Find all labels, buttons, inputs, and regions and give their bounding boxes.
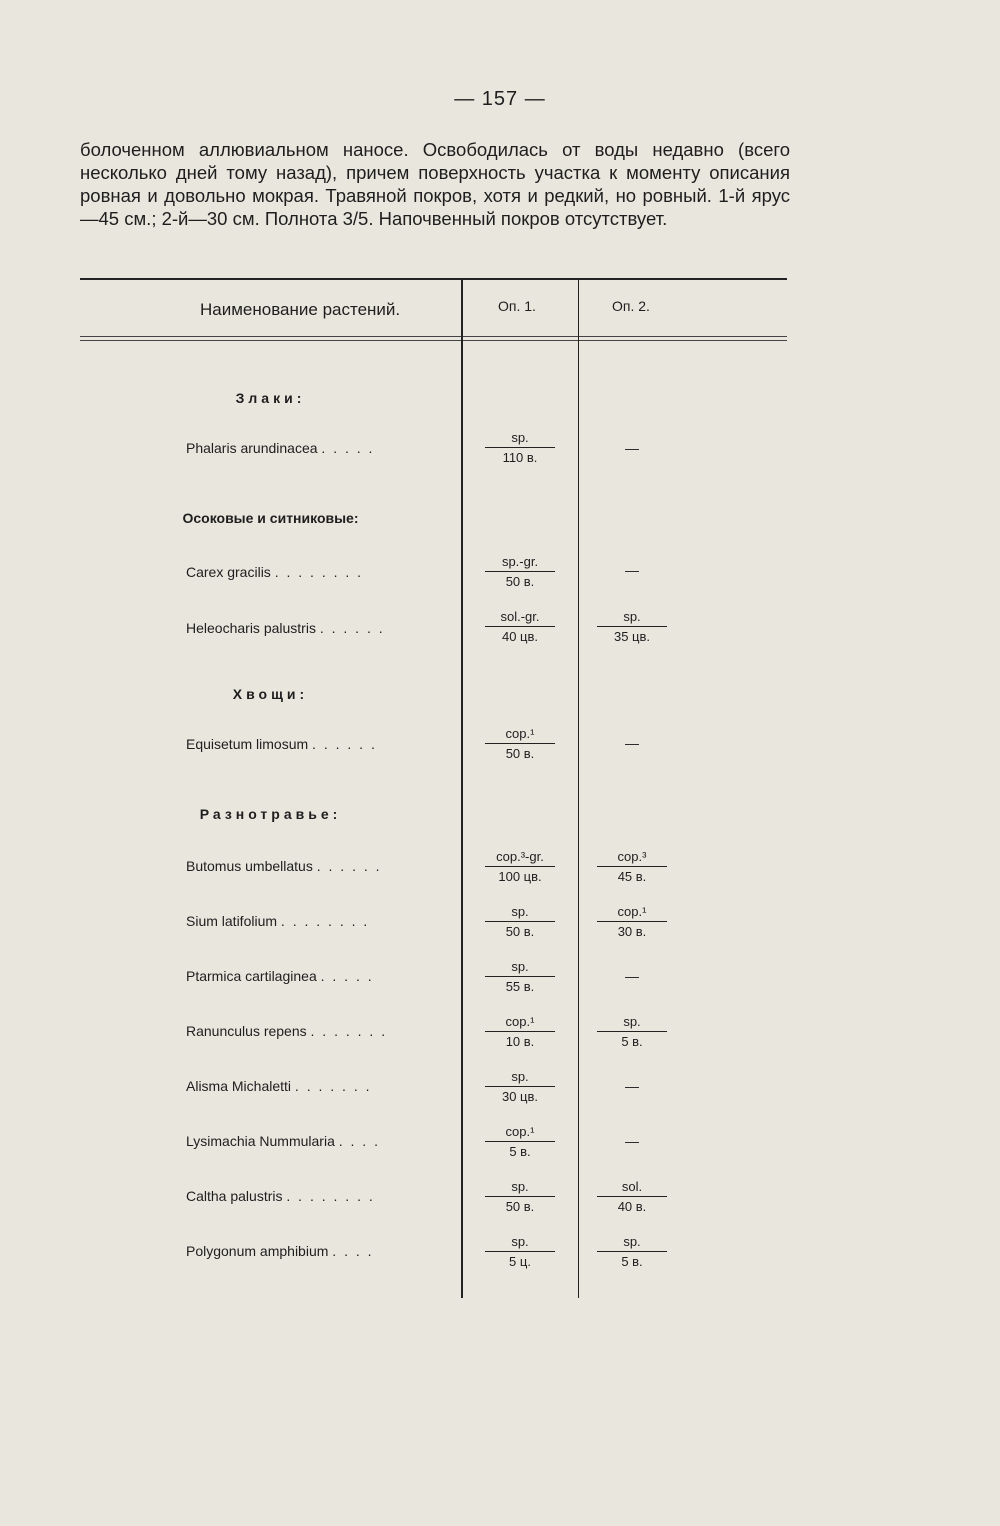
op2-dash: —	[625, 440, 639, 456]
plant-name: Equisetum limosum . . . . . .	[186, 736, 377, 752]
op1-value: sp. 50 в.	[485, 1179, 555, 1215]
table-header-rule	[80, 336, 787, 337]
op1-value: sp. 5 ц.	[485, 1234, 555, 1270]
op2-value: cop.¹ 30 в.	[597, 904, 667, 940]
plant-name: Lysimachia Nummularia . . . .	[186, 1133, 380, 1149]
section-title: Злаки:	[235, 390, 306, 406]
plants-table	[80, 278, 787, 1298]
plant-name: Heleocharis palustris . . . . . .	[186, 620, 385, 636]
header-op2: Оп. 2.	[612, 298, 650, 314]
op1-value: sp. 30 цв.	[485, 1069, 555, 1105]
op1-value: cop.¹ 50 в.	[485, 726, 555, 762]
plant-name: Butomus umbellatus . . . . . .	[186, 858, 382, 874]
table-header-rule-2	[80, 340, 787, 341]
column-divider-1	[461, 278, 463, 1298]
intro-paragraph	[80, 138, 790, 230]
plant-name: Ranunculus repens . . . . . . .	[186, 1023, 388, 1039]
plant-name: Phalaris arundinacea . . . . .	[186, 440, 375, 456]
op1-value: sp. 110 в.	[485, 430, 555, 466]
op1-value: cop.¹ 5 в.	[485, 1124, 555, 1160]
op2-dash: —	[625, 562, 639, 578]
op1-value: sp. 55 в.	[485, 959, 555, 995]
op2-dash: —	[625, 1133, 639, 1149]
op2-value: sol. 40 в.	[597, 1179, 667, 1215]
op1-value: cop.¹ 10 в.	[485, 1014, 555, 1050]
plant-name: Carex gracilis . . . . . . . .	[186, 564, 364, 580]
op1-value: sol.-gr. 40 цв.	[485, 609, 555, 645]
op2-value: sp. 5 в.	[597, 1014, 667, 1050]
op2-dash: —	[625, 735, 639, 751]
op1-value: cop.³-gr. 100 цв.	[485, 849, 555, 885]
section-title: Осоковые и ситниковые:	[182, 510, 359, 526]
header-plant-name: Наименование растений.	[200, 300, 401, 319]
table-top-rule	[80, 278, 787, 280]
plant-name: Alisma Michaletti . . . . . . .	[186, 1078, 372, 1094]
page-number: — 157 —	[454, 88, 546, 110]
plant-name: Sium latifolium . . . . . . . .	[186, 913, 370, 929]
op2-value: sp. 35 цв.	[597, 609, 667, 645]
op1-value: sp.-gr. 50 в.	[485, 554, 555, 590]
op2-value: sp. 5 в.	[597, 1234, 667, 1270]
op2-dash: —	[625, 1078, 639, 1094]
section-title: Хвощи:	[232, 686, 309, 702]
intro-text: болоченном аллювиальном наносе. Освободилась от воды недавно (всего несколько дней тому назад), причем поверхность участка к моменту описания ровная и довольно мокрая. Травяной покров, хотя и редкий, но ровный. 1-й ярус—45 см.; 2-й—30 см. Полнота 3/5. Напочвенный покров отсутствует.	[80, 139, 790, 229]
plant-name: Ptarmica cartilaginea . . . . .	[186, 968, 374, 984]
section-title: Разнотравье:	[199, 806, 342, 822]
plant-name: Caltha palustris . . . . . . . .	[186, 1188, 375, 1204]
op1-value: sp. 50 в.	[485, 904, 555, 940]
plant-name: Polygonum amphibium . . . .	[186, 1243, 374, 1259]
op2-dash: —	[625, 968, 639, 984]
column-divider-2	[578, 278, 579, 1298]
op2-value: cop.³ 45 в.	[597, 849, 667, 885]
header-op1: Оп. 1.	[498, 298, 536, 314]
